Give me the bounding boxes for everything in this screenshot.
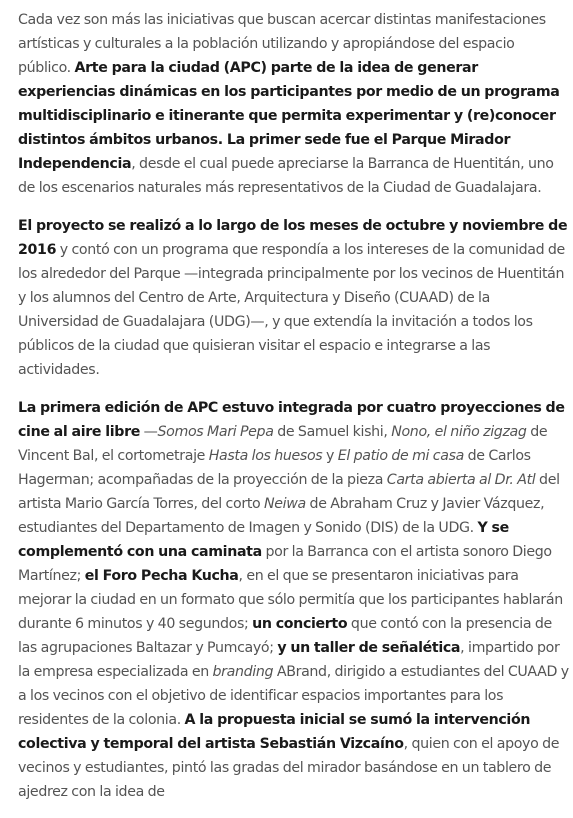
italic-title: Neiwa (264, 496, 306, 512)
text-run: , desde el cual puede apreciarse la Barranca de Huentitán, uno de los escenarios naturales más representativos de la Ciudad de Guadalajara. (18, 156, 554, 196)
text-run: ABrand, dirigido a estudiantes del CUAAD y a los vecinos con el objetivo de identificar espacios importantes para los residentes de la colonia. (18, 664, 569, 728)
bold-text: El proyecto se realizó a lo largo de los meses de octubre y noviembre de 2016 (18, 218, 568, 258)
italic-title: Nono, el niño zigzag (391, 424, 527, 440)
text-run: de Abraham Cruz y Javier Vázquez, estudiantes del Departamento de Imagen y Sonido (DIS) de la UDG. (18, 496, 545, 536)
text-run: del artista Mario García Torres, del corto (18, 472, 560, 512)
italic-title: branding (212, 664, 274, 680)
italic-title: Somos Mari Pepa (157, 424, 274, 440)
article-body (18, 8, 570, 818)
text-run: que contó con la presencia de las agrupaciones Baltazar y Pumcayó; (18, 616, 552, 656)
text-run: de Carlos Hagerman; acompañadas de la proyección de la pieza (18, 448, 531, 488)
italic-title: Carta abierta al Dr. Atl (386, 472, 536, 488)
text-run: de Samuel kishi, (273, 424, 392, 440)
bold-text: Arte para la ciudad (APC) parte de la idea de generar experiencias dinámicas en los participantes por medio de un programa multidisciplinario e itinerante que permita experimentar y (re)conocer distintos ámbitos urbanos. La primer sede fue el Parque Mirador Independencia (18, 60, 560, 172)
text-run: , quien con el apoyo de vecinos y estudiantes, pintó las gradas del mirador basándose en un tablero de ajedrez con la idea de (18, 736, 560, 800)
paragraph-first-edition (18, 396, 570, 804)
text-run: y contó con un programa que respondía a los intereses de la comunidad de los alrededor del Parque —integrada principalmente por los vecinos de Huentitán y los alumnos del Centro de Arte, Arquitectura y Diseño (CUAAD) de la Universidad de Guadalajara (UDG)—, y que extendía la invitación a todos los públicos de la ciudad que quisieran visitar el espacio e integrarse a las actividades. (18, 242, 565, 378)
bold-text: A la propuesta inicial se sumó la intervención colectiva y temporal del artista Sebastián Vizcaíno (18, 712, 531, 752)
text-run: Cada vez son más las iniciativas que buscan acercar distintas manifestaciones artísticas y culturales a la población utilizando y apropiándose del espacio público. (18, 12, 546, 76)
bold-text: La primera edición de APC estuvo integrada por cuatro proyecciones de cine al aire libre (18, 400, 565, 440)
text-run: de Vincent Bal, el cortometraje (18, 424, 548, 464)
text-run: por la Barranca con el artista sonoro Diego Martínez; (18, 544, 552, 584)
text-run: , impartido por la empresa especializada en (18, 640, 560, 680)
text-run: , en el que se presentaron iniciativas para mejorar la ciudad en un formato que sólo permitía que los participantes hablarán durante 6 minutos y 40 segundos; (18, 568, 563, 632)
text-run: y (322, 448, 338, 464)
italic-title: Hasta los huesos (208, 448, 323, 464)
bold-text: Y se complementó con una caminata (18, 520, 509, 560)
paragraph-project-dates (18, 214, 570, 382)
bold-text: y un taller de señalética (277, 640, 461, 656)
text-run: — (140, 424, 158, 440)
paragraph-intro (18, 8, 570, 200)
bold-text: el Foro Pecha Kucha (84, 568, 239, 584)
bold-text: un concierto (252, 616, 348, 632)
italic-title: El patio de mi casa (337, 448, 464, 464)
